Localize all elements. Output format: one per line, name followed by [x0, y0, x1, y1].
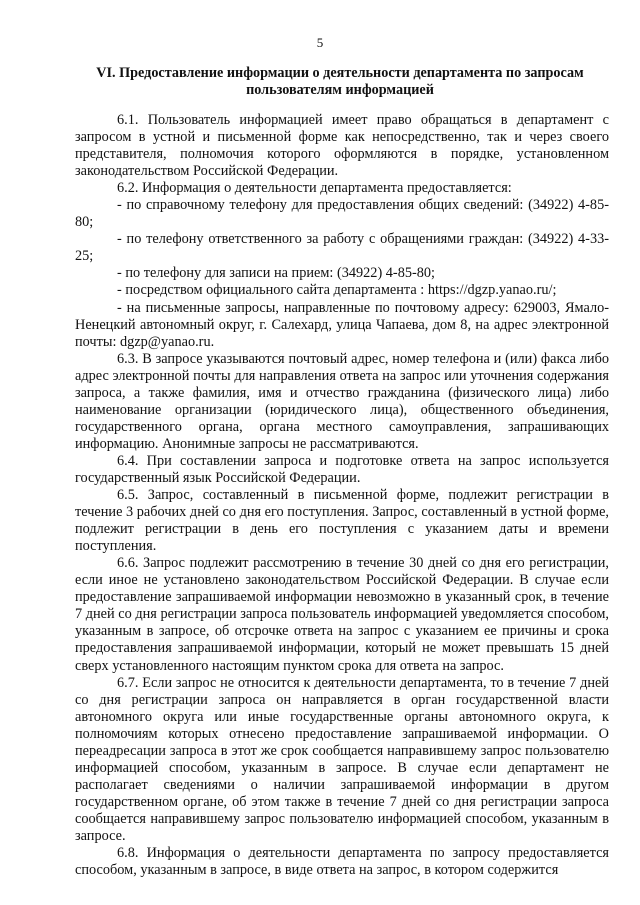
- list-item-appeals-phone: - по телефону ответственного за работу с обращениями граждан: (34922) 4-33-25;: [75, 231, 609, 265]
- paragraph-6-6: 6.6. Запрос подлежит рассмотрению в течение 30 дней со дня его регистрации, если иное не установлено законодательством Российской Федерации. В случае если предоставление запрашиваемой информации невозможно в указанный срок, в течение 7 дней со дня регистрации запроса пользователь информацией уведомляется способом, указанным в запросе, об отсрочке ответа на запрос с указанием ее причины и срока предоставления запрашиваемой информации, который не может превышать 15 дней сверх установленного настоящим пунктом срока для ответа на запрос.: [75, 555, 609, 674]
- section-heading: VI. Предоставление информации о деятельности департамента по запросам пользователям информацией: [96, 65, 584, 98]
- list-item-postal-address: - на письменные запросы, направленные по почтовому адресу: 629003, Ямало-Ненецкий автономный округ, г. Салехард, улица Чапаева, дом 8, на адрес электронной почты: dgzp@yanao.ru.: [75, 299, 609, 350]
- paragraph-6-8: 6.8. Информация о деятельности департамента по запросу предоставляется способом, указанным в запросе, в виде ответа на запрос, в котором содержится: [75, 845, 609, 879]
- document-body: [75, 112, 609, 879]
- paragraph-6-3: 6.3. В запросе указываются почтовый адрес, номер телефона и (или) факса либо адрес электронной почты для направления ответа на запрос или уточнения содержания запроса, а также фамилия, имя и отчество гражданина (физического лица) либо наименование организации (юридического лица), общественного объединения, государственного органа, органа местного самоуправления, запрашивающих информацию. Анонимные запросы не рассматриваются.: [75, 350, 609, 452]
- paragraph-6-5: 6.5. Запрос, составленный в письменной форме, подлежит регистрации в течение 3 рабочих дней со дня его поступления. Запрос, составленный в устной форме, подлежит регистрации в день его поступления с указанием даты и времени поступления.: [75, 487, 609, 555]
- list-item-website: - посредством официального сайта департамента : https://dgzp.yanao.ru/;: [117, 282, 557, 299]
- paragraph-6-4: 6.4. При составлении запроса и подготовке ответа на запрос используется государственный язык Российской Федерации.: [75, 452, 609, 486]
- page-number: 5: [316, 35, 324, 50]
- list-item-reference-phone: - по справочному телефону для предоставления общих сведений: (34922) 4-85-80;: [75, 197, 609, 231]
- list-item-appointment-phone: - по телефону для записи на прием: (34922) 4-85-80;: [117, 265, 436, 282]
- paragraph-6-2: 6.2. Информация о деятельности департамента предоставляется:: [117, 180, 512, 197]
- paragraph-6-1: 6.1. Пользователь информацией имеет право обращаться в департамент с запросом в устной и письменной форме как непосредственно, так и через своего представителя, полномочия которого оформляются в порядке, установленном законодательством Российской Федерации.: [75, 112, 609, 180]
- paragraph-6-7: 6.7. Если запрос не относится к деятельности департамента, то в течение 7 дней со дня регистрации запроса он направляется в орган государственной власти автономного округа или иные государственные органы автономного округа, к полномочиям которых отнесено предоставление запрашиваемой информации. О переадресации запроса в этот же срок сообщается направившему запрос пользователю информацией способом, указанным в запросе. В случае если департамент не располагает сведениями о наличии запрашиваемой информации в другом государственном органе, об этом также в течение 7 дней со дня регистрации запроса сообщается направившему запрос пользователю информацией способом, указанным в запросе.: [75, 674, 609, 844]
